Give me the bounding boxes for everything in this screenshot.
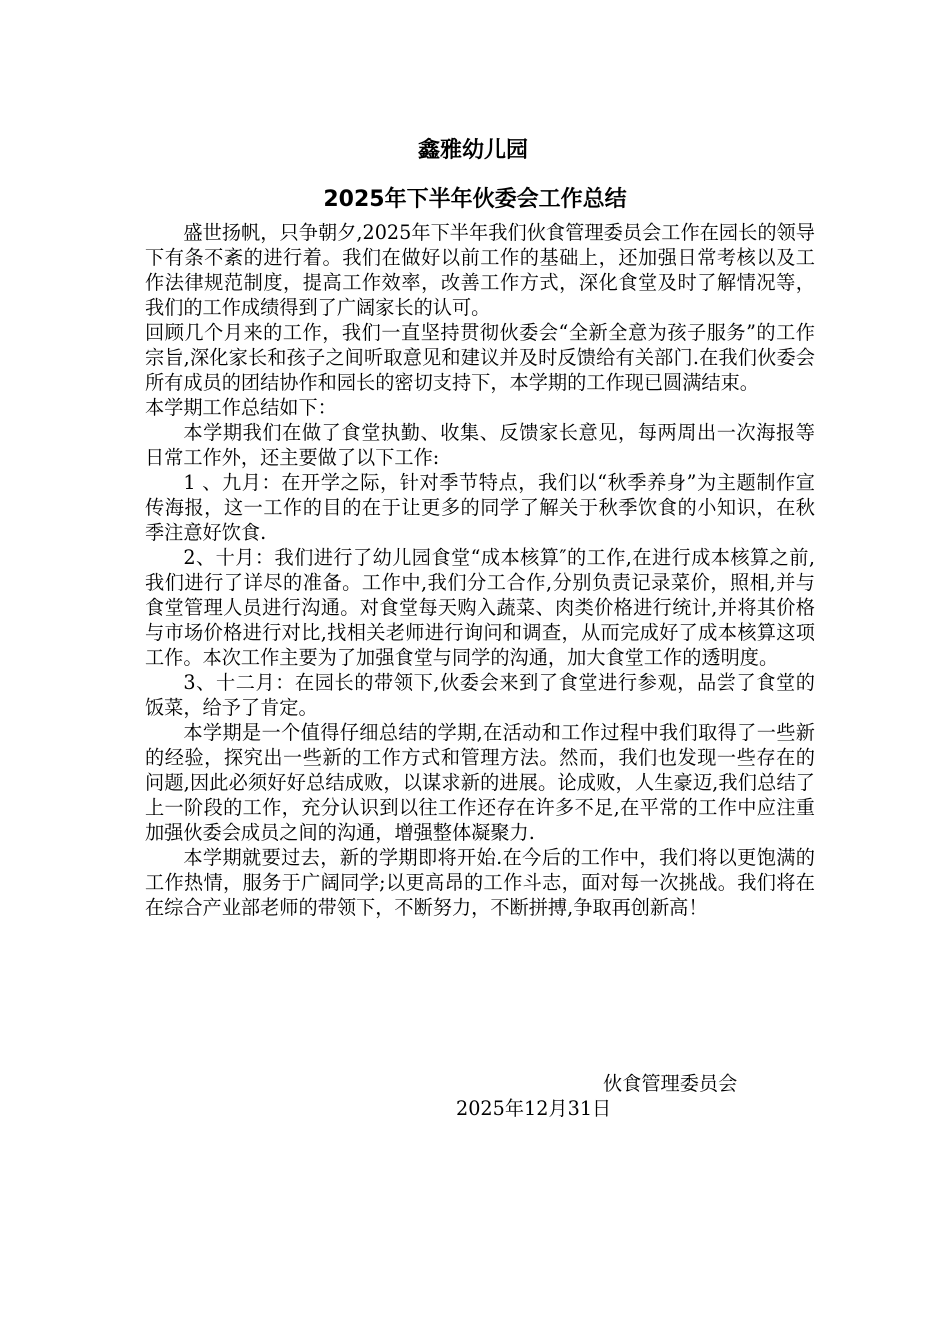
signature: 伙食管理委员会 bbox=[603, 1072, 738, 1095]
document-title: 2025年下半年伙委会工作总结 bbox=[323, 187, 627, 212]
org-name: 鑫雅幼儿园 bbox=[417, 138, 528, 163]
paragraph-october: 2、十月：我们进行了幼儿园食堂“成本核算″的工作,在进行成本核算之前,我们进行了详尽的准备。工作中,我们分工合作,分别负责记录菜价，照相,并与食堂管理人员进行沟通。对食堂每天购入蔬菜、肉类价格进行统计,并将其价格与市场价格进行对比,找相关老师进行询问和调查，从而完成好了成本核算这项工作。本次工作主要为了加强食堂与同学的沟通，加大食堂工作的透明度。 bbox=[145, 546, 815, 669]
paragraph-december: 3、十二月：在园长的带领下,伙委会来到了食堂进行参观，品尝了食堂的饭菜，给予了肯定。 bbox=[145, 671, 815, 719]
document-body bbox=[145, 220, 815, 920]
paragraph-reflection: 本学期是一个值得仔细总结的学期,在活动和工作过程中我们取得了一些新的经验，探究出一些新的工作方式和管理方法。然而，我们也发现一些存在的问题,因此必须好好总结成败，以谋求新的进展。论成败，人生豪迈,我们总结了上一阶段的工作，充分认识到以往工作还存在许多不足,在平常的工作中应注重加强伙委会成员之间的沟通，增强整体凝聚力. bbox=[145, 721, 815, 844]
paragraph-outlook: 本学期就要过去，新的学期即将开始.在今后的工作中，我们将以更饱满的工作热情，服务于广阔同学;以更高昂的工作斗志，面对每一次挑战。我们将在在综合产业部老师的带领下，不断努力，不断拼搏,争取再创新高！ bbox=[145, 846, 815, 919]
paragraph-review: 回顾几个月来的工作，我们一直坚持贯彻伙委会“全新全意为孩子服务”的工作宗旨,深化家长和孩子之间听取意见和建议并及时反馈给有关部门.在我们伙委会所有成员的团结协作和园长的密切支持下，本学期的工作现已圆满结束。 bbox=[145, 321, 815, 394]
signature-date: 2025年12月31日 bbox=[456, 1097, 612, 1120]
paragraph-routine-work: 本学期我们在做了食堂执勤、收集、反馈家长意见，每两周出一次海报等日常工作外，还主要做了以下工作: bbox=[145, 421, 815, 469]
paragraph-intro: 盛世扬帆，只争朝夕,2025年下半年我们伙食管理委员会工作在园长的领导下有条不紊的进行着。我们在做好以前工作的基础上，还加强日常考核以及工作法律规范制度，提高工作效率，改善工作方式，深化食堂及时了解情况等，我们的工作成绩得到了广阔家长的认可。 bbox=[145, 221, 815, 319]
paragraph-september: 1 、九月：在开学之际，针对季节特点，我们以“秋季养身”为主题制作宣传海报，这一工作的目的在于让更多的同学了解关于秋季饮食的小知识，在秋季注意好饮食. bbox=[145, 471, 815, 544]
paragraph-summary-heading: 本学期工作总结如下： bbox=[145, 396, 337, 419]
